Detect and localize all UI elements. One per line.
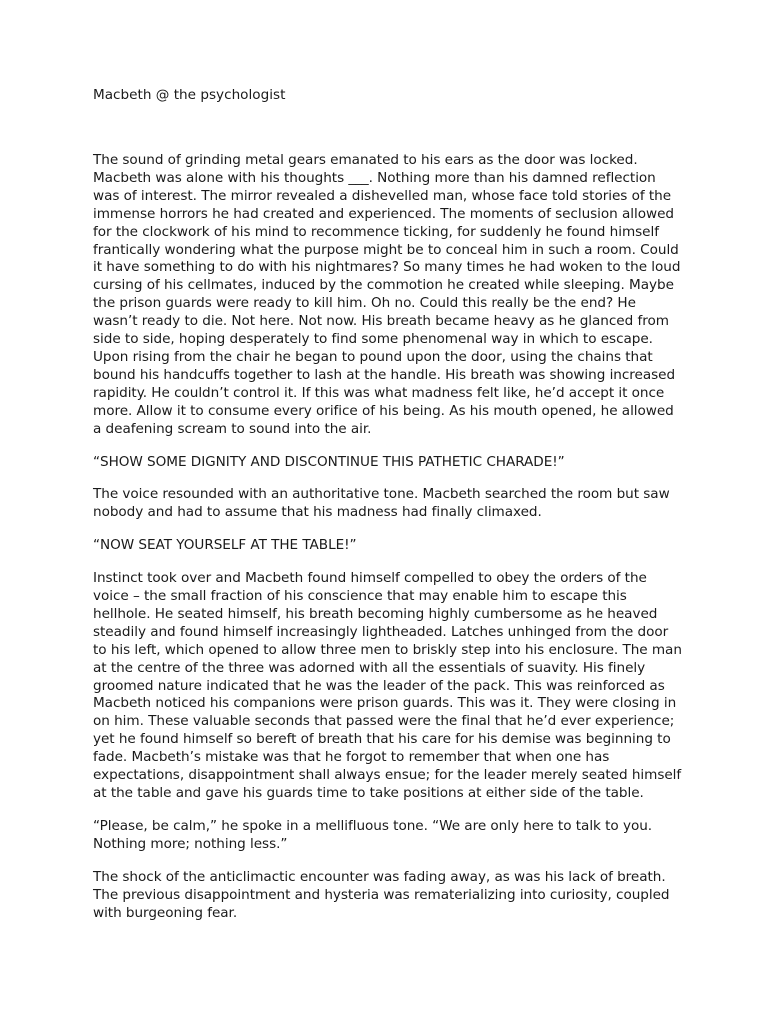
paragraph: The sound of grinding metal gears emanated to his ears as the door was locked. Macbeth was alone with his thoughts ___. Nothing more than his damned reflection was of interest. The mirror revealed a dishevelled man, whose face told stories of the immense horrors he had created and experienced. The moments of seclusion allowed for the clockwork of his mind to recommence ticking, for suddenly he found himself frantically wondering what the purpose might be to conceal him in such a room. Could it have something to do with his nightmares? So many times he had woken to the loud cursing of his cellmates, induced by the commotion he created while sleeping. Maybe the prison guards were ready to kill him. Oh no. Could this really be the end? He wasn’t ready to die. Not here. Not now. His breath became heavy as he glanced from side to side, hoping desperately to find some phenomenal way in which to escape. Upon rising from the chair he began to pound upon the door, using the chains that bound his handcuffs together to lash at the handle. His breath was showing increased rapidity. He couldn’t control it. If this was what madness felt like, he’d accept it once more. Allow it to consume every orifice of his being. As his mouth opened, he allowed a deafening scream to sound into the air. (93, 152, 681, 437)
paragraph: The shock of the anticlimactic encounter was fading away, as was his lack of breath. The previous disappointment and hysteria was rematerializing into curiosity, coupled with burgeoning fear. (93, 868, 670, 921)
paragraph: Instinct took over and Macbeth found himself compelled to obey the orders of the voice – the small fraction of his conscience that may enable him to escape this hellhole. He seated himself, his breath becoming highly cumbersome as he heaved steadily and found himself increasingly lightheaded. Latches unhinged from the door to his left, which opened to allow three men to briskly step into his enclosure. The man at the centre of the three was adorned with all the essentials of suavity. His finely groomed nature indicated that he was the leader of the pack. This was reinforced as Macbeth noticed his companions were prison guards. This was it. They were closing in on him. These valuable seconds that passed were the final that he’d ever experience; yet he found himself so bereft of breath that his care for his demise was beginning to fade. Macbeth’s mistake was that he forgot to remember that when one has expectations, disappointment shall always ensue; for the leader merely seated himself at the table and gave his guards time to take positions at either side of the table. (93, 570, 682, 801)
paragraph: “NOW SEAT YOURSELF AT THE TABLE!” (93, 537, 357, 554)
document-body (93, 86, 683, 937)
document-title: Macbeth @ the psychologist (93, 87, 286, 103)
paragraph: “Please, be calm,” he spoke in a mellifluous tone. “We are only here to talk to you. Nothing more; nothing less.” (93, 817, 653, 852)
paragraph: “SHOW SOME DIGNITY AND DISCONTINUE THIS PATHETIC CHARADE!” (93, 453, 565, 470)
paragraph: The voice resounded with an authoritative tone. Macbeth searched the room but saw nobody and had to assume that his madness had finally climaxed. (93, 486, 670, 521)
